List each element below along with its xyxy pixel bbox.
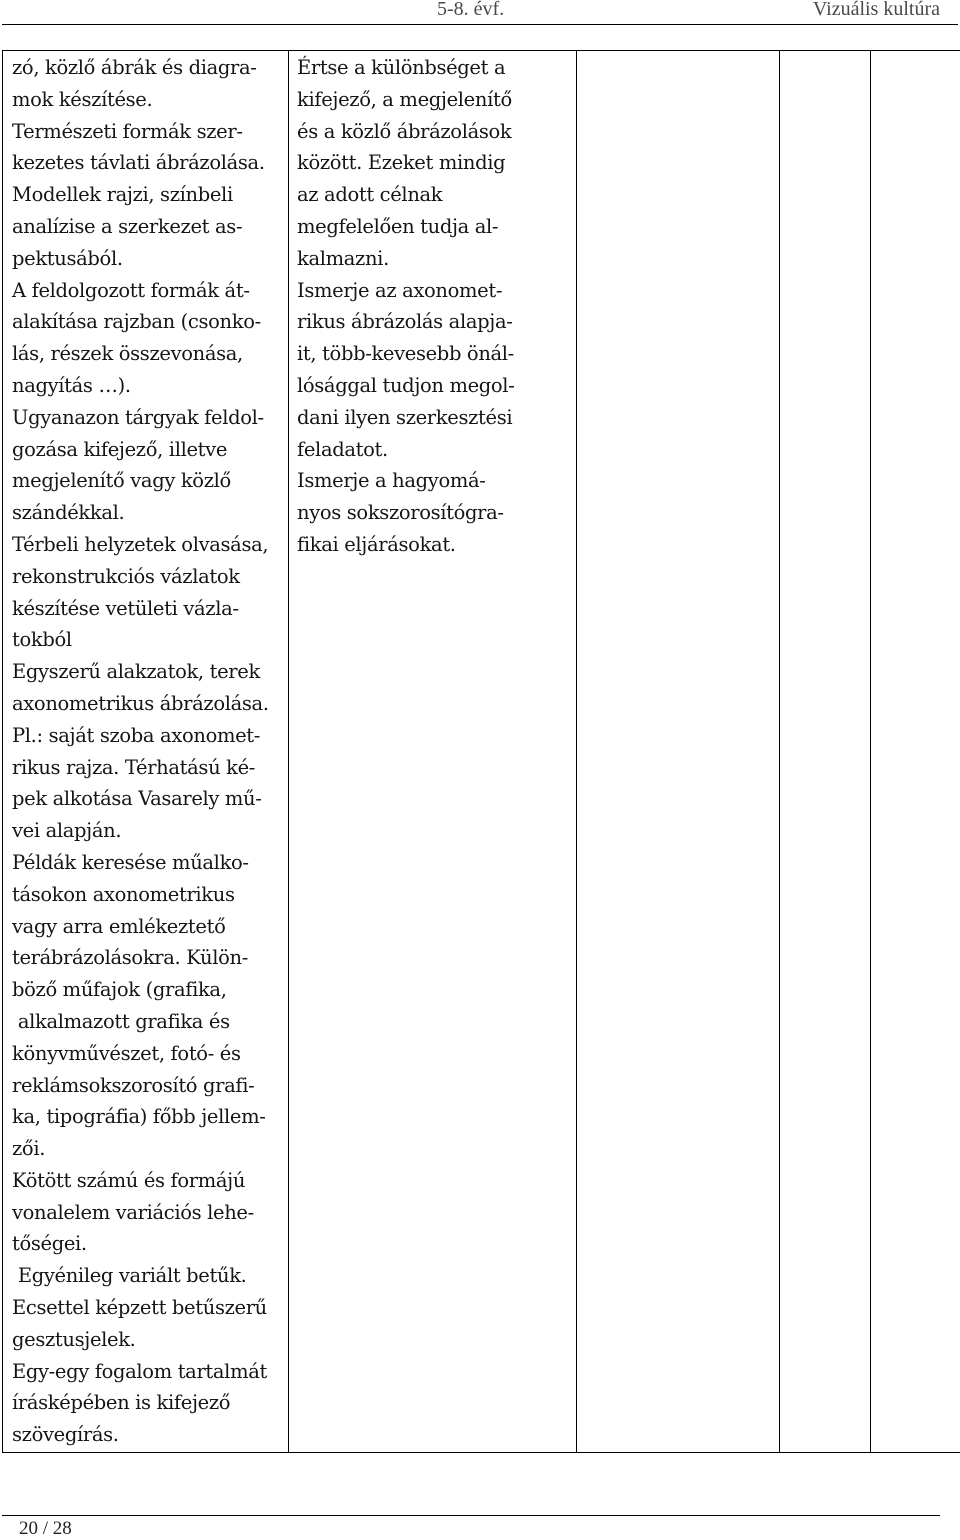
subject-label: Vizuális kultúra xyxy=(813,0,940,21)
footer-rule xyxy=(2,1515,940,1516)
empty-cell xyxy=(871,51,960,1453)
content-text: zó, közlő ábrák és diagra- mok készítése. Természeti formák szer- kezetes távlati ábrázolása. Modellek rajzi, színbeli analízise a szerkezet as- pektusából. A feldolgozott formák át- alakítása rajzban (csonko- lás, részek összevonása, nagyítás …). Ugyanazon tárgyak feldol- gozása kifejező, illetve megjelenítő vagy közlő szándékkal. Térbeli helyzetek olvasása, rekonstrukciós vázlatok készítése vetületi vázla- tokból Egyszerű alakzatok, terek axonometrikus ábrázolása. Pl.: saját szoba axonomet- rikus rajza. Térhatású ké- pek alkotása Vasarely mű- vei alapján. Példák keresése műalko- tásokon axonometrikus vagy arra emlékeztető terábrázolásokra. Külön- böző műfajok (grafika, alkalmazott grafika és könyvművészet, fotó- és reklámsokszorosító grafi- ka, tipográfia) főbb jellem- zői. Kötött számú és formájú vonalelem variációs lehe- tőségei. Egyénileg variált betűk. Ecsettel képzett betűszerű gesztusjelek. Egy-egy fogalom tartalmát írásképében is kifejező szövegírás. xyxy=(3,52,288,1451)
curriculum-table xyxy=(2,50,960,1453)
page-header xyxy=(0,0,940,22)
table-row xyxy=(3,51,960,1453)
page-number: 20 / 28 xyxy=(19,1518,72,1540)
requirements-cell xyxy=(289,51,577,1453)
content-cell xyxy=(3,51,289,1453)
header-rule xyxy=(2,24,958,25)
empty-cell xyxy=(577,51,780,1453)
grade-label: 5-8. évf. xyxy=(437,0,504,21)
requirements-text: Értse a különbséget a kifejező, a megjelenítő és a közlő ábrázolások között. Ezeket mindig az adott célnak megfelelően tudja al- kalmazni. Ismerje az axonomet- rikus ábrázolás alapja- it, több-kevesebb önál- lósággal tudjon megol- dani ilyen szerkesztési feladatot. Ismerje a hagyomá- nyos sokszorosítógra- fikai eljárásokat. xyxy=(289,52,576,561)
empty-cell xyxy=(780,51,871,1453)
